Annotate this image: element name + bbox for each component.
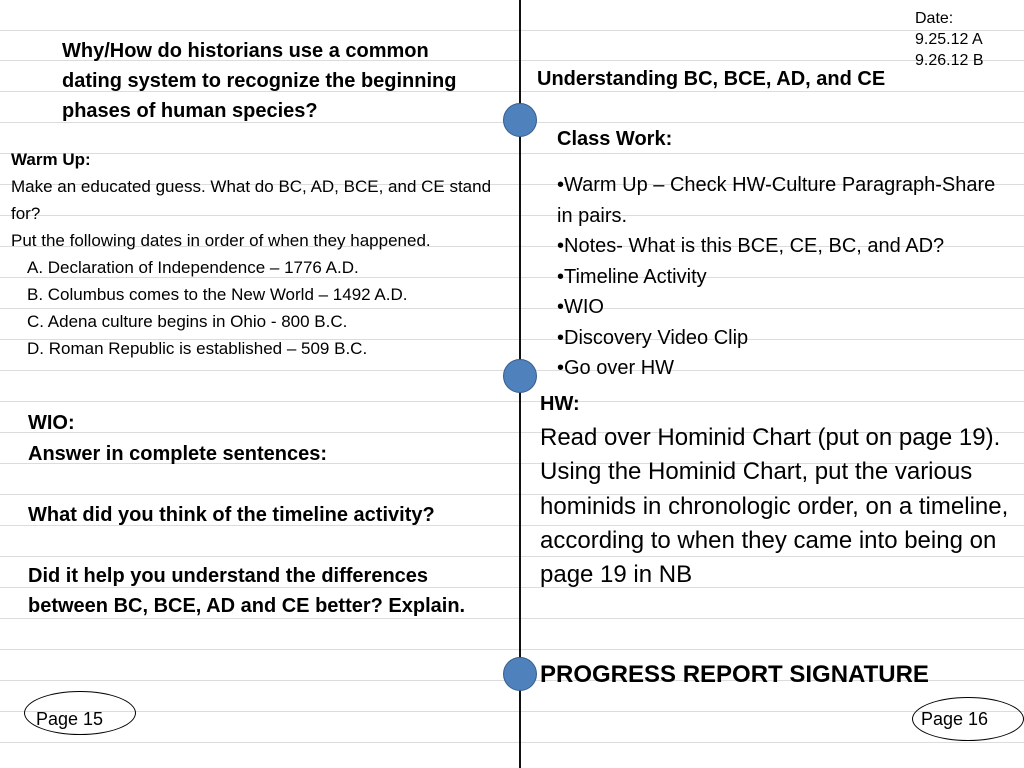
class-work-title: Class Work: [557,128,673,150]
date-label: Date: [915,10,954,27]
class-work-item: •Discovery Video Clip [557,326,749,349]
homework-line-2: Using the Hominid Chart, put the various hominids in chronologic order, on a timeline, according to when they came into being on page 19 in NB [540,458,1009,589]
class-work-item: •Go over HW [557,357,675,379]
wio-question-2: Did it help you understand the differences between BC, BCE, AD and CE better? Explain. [28,564,466,617]
wio-question-1: What did you think of the timeline activity? [28,503,435,526]
warm-up-item: D. Roman Republic is established – 509 B.C. [27,339,368,358]
warm-up-section [11,146,511,362]
rule-line [0,742,1024,743]
page-16-label: Page 16 [921,709,989,729]
wio-instruction: Answer in complete sentences: [28,442,327,465]
class-work-list [557,170,1007,384]
warm-up-title: Warm Up: [11,150,91,169]
warm-up-instruction: Put the following dates in order of when they happened. [11,231,431,250]
date-b: 9.26.12 B [915,52,984,69]
class-work-item: •Warm Up – Check HW-Culture Paragraph-Share in pairs. [557,174,996,227]
page-15-label: Page 15 [36,709,104,729]
page-title: Understanding BC, BCE, AD, and CE [537,68,886,90]
wio-title: WIO: [28,412,75,434]
binder-hole [503,359,537,393]
binder-hole [503,103,537,137]
essential-question: Why/How do historians use a common dating system to recognize the beginning phases of human species? [62,40,457,122]
rule-line [0,649,1024,650]
date-a: 9.25.12 A [915,31,983,48]
homework-title: HW: [540,393,580,415]
class-work-item: •Timeline Activity [557,265,707,288]
warm-up-item: A. Declaration of Independence – 1776 A.D. [27,258,359,277]
warm-up-prompt: Make an educated guess. What do BC, AD, BCE, and CE stand for? [11,177,492,223]
binder-hole [503,657,537,691]
date-block [915,8,984,71]
warm-up-item: B. Columbus comes to the New World – 1492 A.D. [27,285,408,304]
wio-section [28,408,508,622]
rule-line [0,401,1024,402]
class-work-item: •Notes- What is this BCE, CE, BC, and AD? [557,235,945,257]
rule-line [0,711,1024,712]
class-work-item: •WIO [557,296,604,318]
homework-line-1: Read over Hominid Chart (put on page 19). [540,424,1001,451]
homework-body [540,421,1020,592]
rule-line [0,30,1024,31]
progress-report-signature: PROGRESS REPORT SIGNATURE [540,661,929,688]
warm-up-item: C. Adena culture begins in Ohio - 800 B.C. [27,312,348,331]
